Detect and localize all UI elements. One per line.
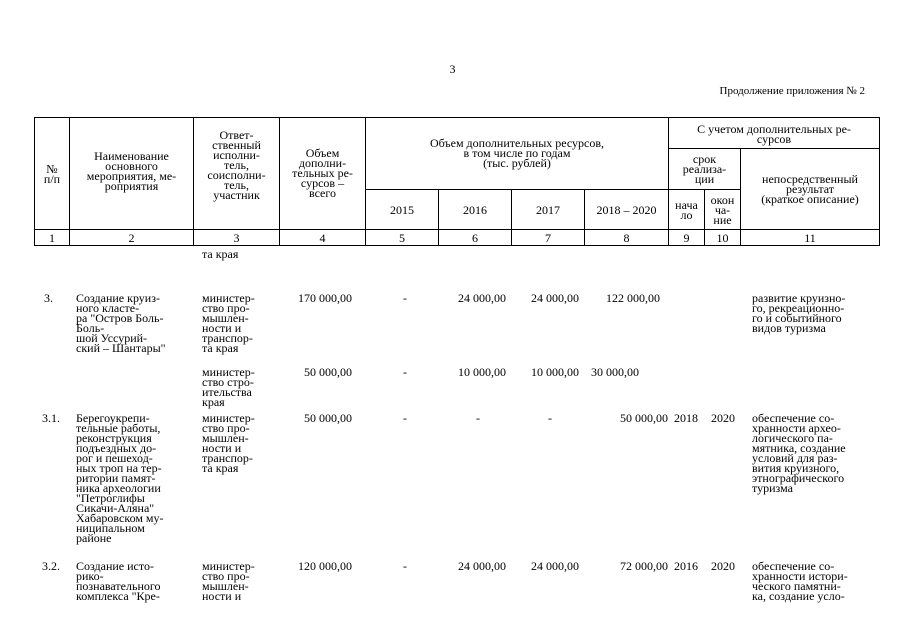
row-result: обеспечение со- хранности истори- ческого памятни- ка, создание усло- <box>752 559 848 603</box>
row-total: 50 000,00 <box>304 411 352 425</box>
colnum-5: 5 <box>365 229 439 246</box>
row-num: 3.2. <box>42 559 60 573</box>
row-total: 170 000,00 <box>298 291 352 305</box>
row-name: Берегоукрепи- тельные работы, реконструкция подъездных до- рог и пешеход- ных троп на тер- ритории памят- ника археологии "Петроглифы Сикачи-Аляна" Хабаровском му- ниципальном районе <box>76 411 164 545</box>
header-extra-resources: Объем дополнительных ресурсов, в том числе по годам (тыс. рублей) <box>365 117 669 190</box>
header-result: непосредственный результат (краткое описание) <box>740 148 880 230</box>
row-2017: 24 000,00 <box>531 291 579 305</box>
row-result: обеспечение со- хранности археo- логического па- мятника, создание условий для раз- вития круизного, этнографического туризма <box>752 411 846 495</box>
colnum-11: 11 <box>740 229 880 246</box>
row-2015: - <box>403 559 407 573</box>
header-responsible: Ответ- ственный исполни- тель, соисполни- тель, участник <box>193 117 280 230</box>
page-number: 3 <box>449 62 456 76</box>
row-2015: - <box>403 291 407 305</box>
colnum-8: 8 <box>584 229 669 246</box>
row-2017: - <box>548 411 552 425</box>
row-result: развитие круизно- го, рекреационно- го и событийного видов туризма <box>752 291 846 335</box>
row-responsible: министер- ство про- мышлен- ности и транспор- та края <box>202 411 255 475</box>
row-name: Создание круиз- ного кластe- ра "Остров Боль- Боль- шой Уссурий- ский – Шантары" <box>76 291 166 355</box>
colnum-4: 4 <box>279 229 366 246</box>
colnum-2: 2 <box>69 229 194 246</box>
row-2016: 24 000,00 <box>458 559 506 573</box>
row-2016: 24 000,00 <box>458 291 506 305</box>
row-responsible: министер- ство про- мышлен- ности и <box>202 559 255 603</box>
row-2016: 10 000,00 <box>458 365 506 379</box>
row-2015: - <box>403 365 407 379</box>
header-num: № п/п <box>34 117 70 230</box>
colnum-7: 7 <box>511 229 585 246</box>
row-start-year: 2018 <box>674 411 698 425</box>
header-considering: С учетом дополнительных ре- сурсов <box>668 117 880 149</box>
continuation-label: Продолжение приложения № 2 <box>719 85 865 97</box>
row-name: Создание исто- рико- познавательного комплекса "Кре- <box>76 559 161 603</box>
row-2018-2020: 50 000,00 <box>620 411 668 425</box>
row-total: 120 000,00 <box>298 559 352 573</box>
row-total: 50 000,00 <box>304 365 352 379</box>
header-year-2018-2020: 2018 – 2020 <box>584 189 669 230</box>
header-term: срок реализа- ции <box>668 148 741 190</box>
colnum-1: 1 <box>34 229 70 246</box>
row-start-year: 2016 <box>674 559 698 573</box>
header-year-2016: 2016 <box>438 189 512 230</box>
header-start: нача ло <box>668 189 705 230</box>
header-name: Наименование основного мероприятия, ме- роприятия <box>69 117 194 230</box>
row-2018-2020: 30 000,00 <box>591 365 639 379</box>
row-responsible: министер- ство стро- ительства края <box>202 365 255 409</box>
row-2018-2020: 72 000,00 <box>620 559 668 573</box>
row-num: 3. <box>44 291 53 305</box>
row-responsible: министер- ство про- мышлен- ности и транспор- та края <box>202 291 255 355</box>
row-end-year: 2020 <box>711 411 735 425</box>
row-2016: - <box>476 411 480 425</box>
row-2017: 24 000,00 <box>531 559 579 573</box>
header-year-2015: 2015 <box>365 189 439 230</box>
row-2015: - <box>403 411 407 425</box>
row-end-year: 2020 <box>711 559 735 573</box>
header-total: Объем дополни- тельных ре- сурсов – всего <box>279 117 366 230</box>
header-end: окон ча- ние <box>704 189 741 230</box>
colnum-10: 10 <box>704 229 741 246</box>
row-num: 3.1. <box>42 411 60 425</box>
colnum-9: 9 <box>668 229 705 246</box>
carry-over-text: та края <box>202 247 239 261</box>
colnum-3: 3 <box>193 229 280 246</box>
colnum-6: 6 <box>438 229 512 246</box>
row-2018-2020: 122 000,00 <box>606 291 660 305</box>
table-header <box>35 118 880 247</box>
header-year-2017: 2017 <box>511 189 585 230</box>
row-2017: 10 000,00 <box>531 365 579 379</box>
